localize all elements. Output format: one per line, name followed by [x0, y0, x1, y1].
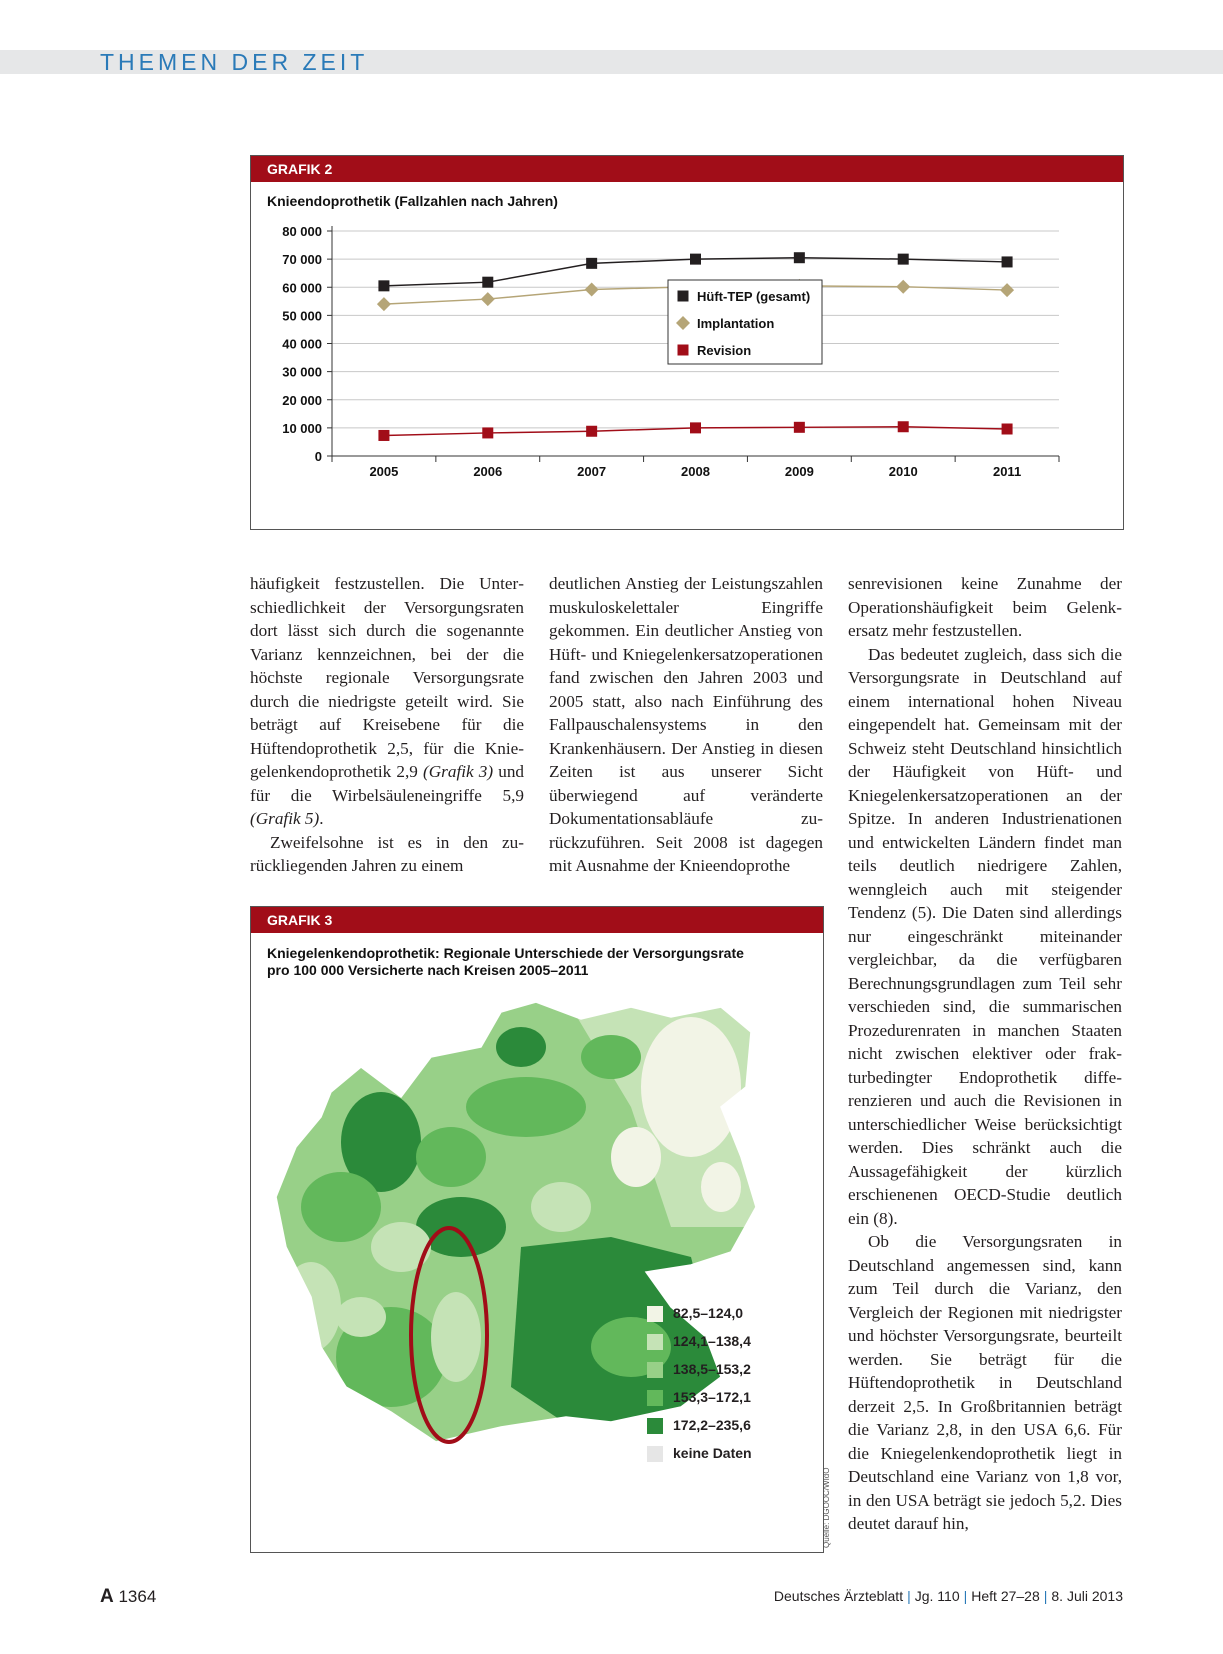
data-point [690, 254, 701, 265]
x-tick-label: 2011 [992, 464, 1022, 479]
figure-title-line-1: Kniegelenkendoprothetik: Regionale Unterschiede der Versorgungsrate [267, 945, 744, 961]
y-tick-label: 60 000 [282, 280, 322, 296]
y-tick-label: 40 000 [282, 336, 322, 352]
data-point [898, 421, 909, 432]
data-point [585, 283, 599, 297]
data-point [378, 430, 389, 441]
y-tick-label: 50 000 [282, 308, 322, 324]
legend-swatch [647, 1446, 663, 1462]
text-column-1 [250, 572, 524, 878]
y-tick-label: 10 000 [282, 420, 322, 436]
data-point [896, 280, 910, 294]
paragraph: senrevisionen keine Zunahme der Operationshäufigkeit beim Gelenkersatz mehr festzustellen. [848, 574, 1122, 640]
x-tick-label: 2007 [577, 464, 607, 479]
x-tick-label: 2009 [784, 464, 814, 479]
data-point [1002, 256, 1013, 267]
paragraph: Das bedeutet zugleich, dass sich die Versorgungsrate in Deutschland auf einem international hohen Niveau eingependelt hat. Gemeinsam mit der Schweiz steht Deutschland hinsichtlich der Häufigkeit von Hüft- und Kniegelenkersatzoperationen an der Spitze. In anderen Industrienationen und entwickelten Ländern findet man teils deutlich niedrigere Zahlen, wenngleich auch mit steigender Tendenz (5). Die Daten sind allerdings nur eingeschränkt miteinander vergleichbar, da die verfügbaren Berechnungsgrundlagen zum Teil sehr verschieden sind, die summarischen Prozedurenraten in manchen Staaten nicht zwischen elektiver oder frakturbedingter Endoprothetik differenzieren und auch die Revisionen in unterschiedlicher Weise berücksichtigt werden. Dies schränkt auch die Aussagefähigkeit der kürzlich erschienenen OECD-Studie deutlich ein (8). [848, 644, 1122, 1228]
data-point [378, 280, 389, 291]
data-point [482, 427, 493, 438]
y-tick-label: 30 000 [282, 364, 322, 380]
legend-swatch [647, 1306, 663, 1322]
x-tick-label: 2008 [681, 464, 710, 479]
section-title: THEMEN DER ZEIT [100, 49, 369, 75]
figure-grafik-3: GRAFIK 3 Kniegelenkendoprothetik: Regionale Unterschiede der Versorgungsrate pro 100 000 Versicherte nach Kreisen 2005–2011 82,5–124,0 124,1–138,4 138,5–153,2 153,3–172,1 172,2–235,6 keine Daten [250, 906, 824, 1553]
data-point [1000, 283, 1014, 297]
figure-label: GRAFIK 2 [251, 156, 1123, 182]
line-chart [251, 186, 1123, 526]
text-column-2 [549, 572, 823, 878]
legend-label: Hüft-TEP (gesamt) [697, 289, 811, 304]
data-point [690, 422, 701, 433]
x-tick-label: 2010 [888, 464, 918, 479]
chart-legend [668, 280, 822, 364]
y-tick-label: 80 000 [282, 224, 322, 239]
figure-title-line-2: pro 100 000 Versicherte nach Kreisen 2005–2011 [267, 962, 589, 978]
legend-swatch [647, 1362, 663, 1378]
paragraph: deutlichen Anstieg der Leistungszahlen muskuloskelettaler Eingriffe gekommen. Ein deutlicher Anstieg von Hüft- und Kniegelenkersatzoperationen fand zwischen den Jahren 2003 und 2005 statt, also nach Einführung des Fallpauschalensystems in den Krankenhäusern. Der Anstieg in diesen Zeiten ist aus unserer Sicht überwiegend auf veränderte Dokumentationsabläufe zurückzuführen. Seit 2008 ist dagegen mit Ausnahme der Knieendoprothe [549, 574, 823, 875]
legend-marker [678, 345, 689, 356]
legend-swatch [647, 1334, 663, 1350]
data-point [898, 254, 909, 265]
data-point [794, 422, 805, 433]
legend-swatch [647, 1390, 663, 1406]
figure-title: Knieendoprothetik (Fallzahlen nach Jahren) [267, 193, 558, 209]
x-tick-label: 2006 [473, 464, 503, 479]
y-tick-label: 0 [314, 449, 322, 464]
legend-marker [678, 291, 689, 302]
figure-label: GRAFIK 3 [251, 907, 823, 933]
paragraph: Zweifelsohne ist es in den zurückliegenden Jahren zu einem [250, 832, 524, 875]
legend-swatch [647, 1418, 663, 1434]
x-tick-label: 2005 [369, 464, 399, 479]
page-number: A 1364 [100, 1586, 157, 1607]
data-point [481, 292, 495, 306]
data-point [794, 252, 805, 263]
data-point [1002, 424, 1013, 435]
data-point [482, 277, 493, 288]
data-point [586, 258, 597, 269]
journal-info: Deutsches Ärzteblatt | Jg. 110 | Heft 27–28 | 8. Juli 2013 [773, 1588, 1123, 1604]
y-tick-label: 20 000 [282, 392, 322, 408]
data-point [586, 426, 597, 437]
figure-source: Quelle: DGOOC/WIdO [822, 1467, 831, 1548]
text-column-3 [848, 572, 1122, 1536]
paragraph: häufigkeit festzustellen. Die Unterschiedlichkeit der Versorgungsraten dort lässt sich durch die sogenannte Varianz kennzeichnen, bei der die höchste regionale Versorgungsrate durch die niedrigste geteilt wird. Sie beträgt auf Kreisebene für die Hüftendoprothetik 2,5, für die Kniegelenkendoprothetik 2,9 (Grafik 3) und für die Wirbelsäuleneingriffe 5,9 (Grafik 5). [250, 574, 525, 828]
figure-grafik-2 [250, 155, 1124, 530]
y-tick-label: 70 000 [282, 252, 322, 268]
data-point [377, 297, 391, 311]
paragraph: Ob die Versorgungsraten in Deutschland angemessen sind, kann zum Teil durch die Varianz, den Vergleich der Regionen mit niedrigster und höchster Versorgungsrate, beurteilt werden. Sie beträgt für die Hüftendoprothetik in Deutschland derzeit 2,5. In Großbritannien beträgt die Varianz 2,8, in den USA 6,6. Für die Kniegelenkendoprothetik liegt in Deutschland eine Varianz von 1,8 vor, in den USA beträgt sie jedoch 5,2. Dies deutet darauf hin, [848, 1232, 1122, 1533]
legend-label: Implantation [697, 316, 775, 331]
legend-label: Revision [697, 343, 752, 358]
